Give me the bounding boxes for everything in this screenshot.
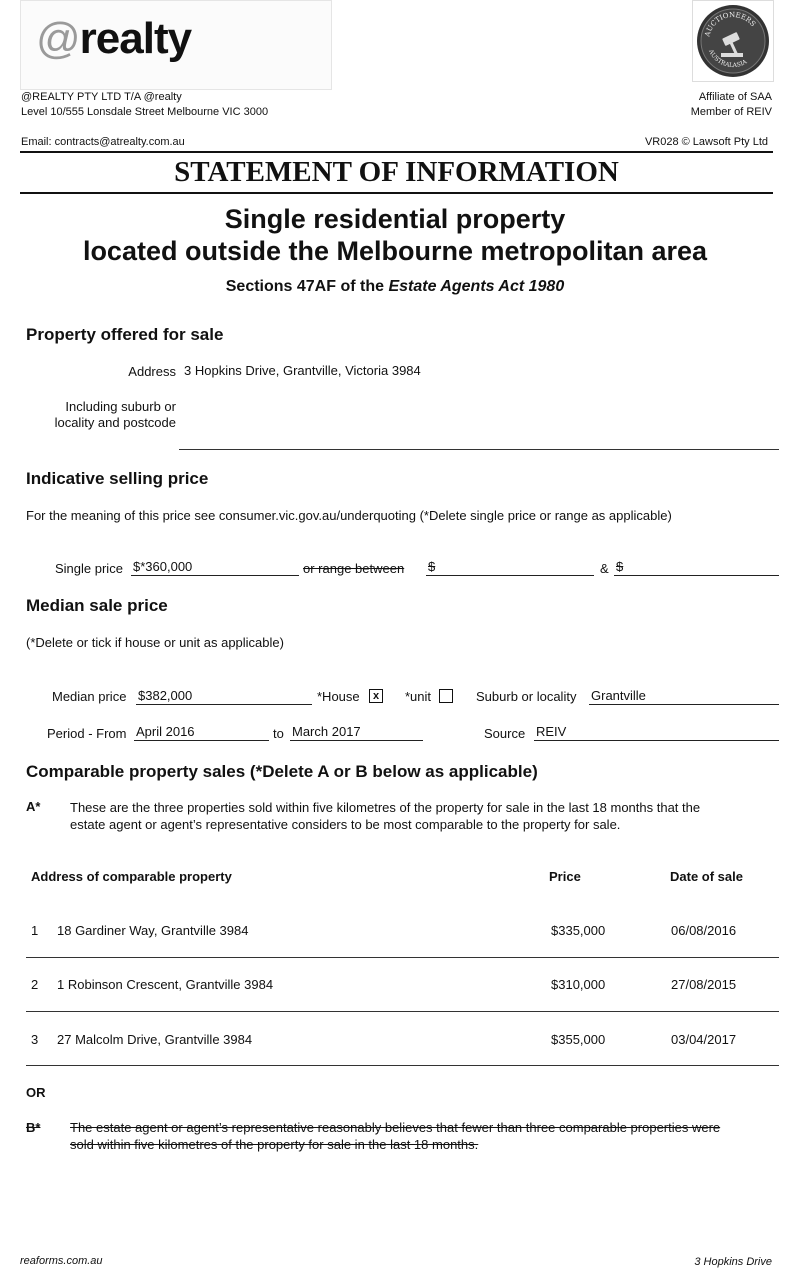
row-1-num: 1 [31,923,39,938]
house-checkbox[interactable]: x [369,689,383,703]
row-1-date: 06/08/2016 [671,923,737,938]
header-rule-bottom [20,192,773,194]
unit-label: *unit [405,689,432,704]
address-label: Address [128,364,176,379]
median-heading: Median sale price [26,596,168,615]
range-to-field[interactable]: $ [614,559,779,576]
row-3-num: 3 [31,1032,39,1047]
indicative-note: For the meaning of this price see consumer.vic.gov.au/underquoting (*Delete single price or range as applicable) [26,508,672,523]
footer-right: 3 Hopkins Drive [694,1256,772,1268]
indicative-heading: Indicative selling price [26,469,209,488]
row-2-num: 2 [31,977,39,992]
period-to-field[interactable]: March 2017 [290,724,423,741]
including-label-2: locality and postcode [54,415,176,430]
row-3-divider [26,1065,779,1066]
row-3-date: 03/04/2017 [671,1032,737,1047]
auctioneers-seal [692,0,774,82]
single-price-label: Single price [55,561,123,576]
affiliate-text: Affiliate of SAA [698,91,772,103]
option-b-text-2: sold within five kilometres of the property for sale in the last 18 months. [70,1137,479,1152]
col-price-header: Price [549,869,581,884]
suburb-field[interactable]: Grantville [589,688,779,705]
option-b-text-1: The estate agent or agent’s representative reasonably believes that fewer than three comparable properties were [70,1120,721,1135]
row-2-price: $310,000 [551,977,606,992]
act-reference: Sections 47AF of the Estate Agents Act 1980 [225,278,565,295]
source-field[interactable]: REIV [534,724,779,741]
single-price-field[interactable]: $*360,000 [131,559,299,576]
realty-logo: @realty [36,14,192,63]
range-label: or range between [303,561,405,576]
row-2-date: 27/08/2015 [671,977,737,992]
email-line: Email: contracts@atrealty.com.au [21,136,185,148]
seal-top-text: AUCTIONEERS [703,10,758,38]
page-title: STATEMENT OF INFORMATION [174,156,619,188]
footer-left: reaforms.com.au [20,1255,103,1267]
median-note: (*Delete or tick if house or unit as applicable) [26,635,284,650]
row-1-divider [26,957,779,958]
range-amp: & [600,561,609,576]
form-code: VR028 © Lawsoft Pty Ltd [644,136,768,148]
source-label: Source [484,726,526,741]
seal-bottom-text: AUSTRALASIA [707,48,749,70]
property-heading: Property offered for sale [26,325,224,344]
col-date-header: Date of sale [670,869,743,884]
address-value: 3 Hopkins Drive, Grantville, Victoria 3984 [184,363,421,378]
suburb-label: Suburb or locality [476,689,577,704]
option-a-label: A* [26,799,41,814]
address-underline [179,449,779,450]
period-to-label: to [273,726,284,741]
range-from-field[interactable]: $ [426,559,594,576]
option-a-text-1: These are the three properties sold within five kilometres of the property for sale in the last 18 months that the [70,800,701,815]
subtitle-line-2: located outside the Melbourne metropolitan area [82,236,708,266]
median-price-label: Median price [52,689,127,704]
row-2-address: 1 Robinson Crescent, Grantville 3984 [57,977,274,992]
seal-icon [693,1,773,81]
row-1-address: 18 Gardiner Way, Grantville 3984 [57,923,249,938]
median-price-field[interactable]: $382,000 [136,688,312,705]
member-text: Member of REIV [690,106,772,118]
house-label: *House [317,689,360,704]
comparable-heading: Comparable property sales (*Delete A or B below as applicable) [26,762,538,781]
row-2-divider [26,1011,779,1012]
option-a-text-2: estate agent or agent’s representative considers to be most comparable to the property for sale. [70,817,621,832]
period-from-field[interactable]: April 2016 [134,724,269,741]
subtitle-line-1: Single residential property [224,204,566,234]
row-3-address: 27 Malcolm Drive, Grantville 3984 [57,1032,253,1047]
company-line: @REALTY PTY LTD T/A @realty [21,91,182,103]
company-address: Level 10/555 Lonsdale Street Melbourne VIC 3000 [21,106,269,118]
unit-checkbox[interactable] [439,689,453,703]
or-label: OR [26,1085,46,1100]
header-rule-top [20,151,773,153]
row-1-price: $335,000 [551,923,606,938]
including-label-1: Including suburb or [65,399,176,414]
period-from-label: Period - From [47,726,127,741]
row-3-price: $355,000 [551,1032,606,1047]
col-address-header: Address of comparable property [31,869,232,884]
option-b-label: B* [26,1120,41,1135]
